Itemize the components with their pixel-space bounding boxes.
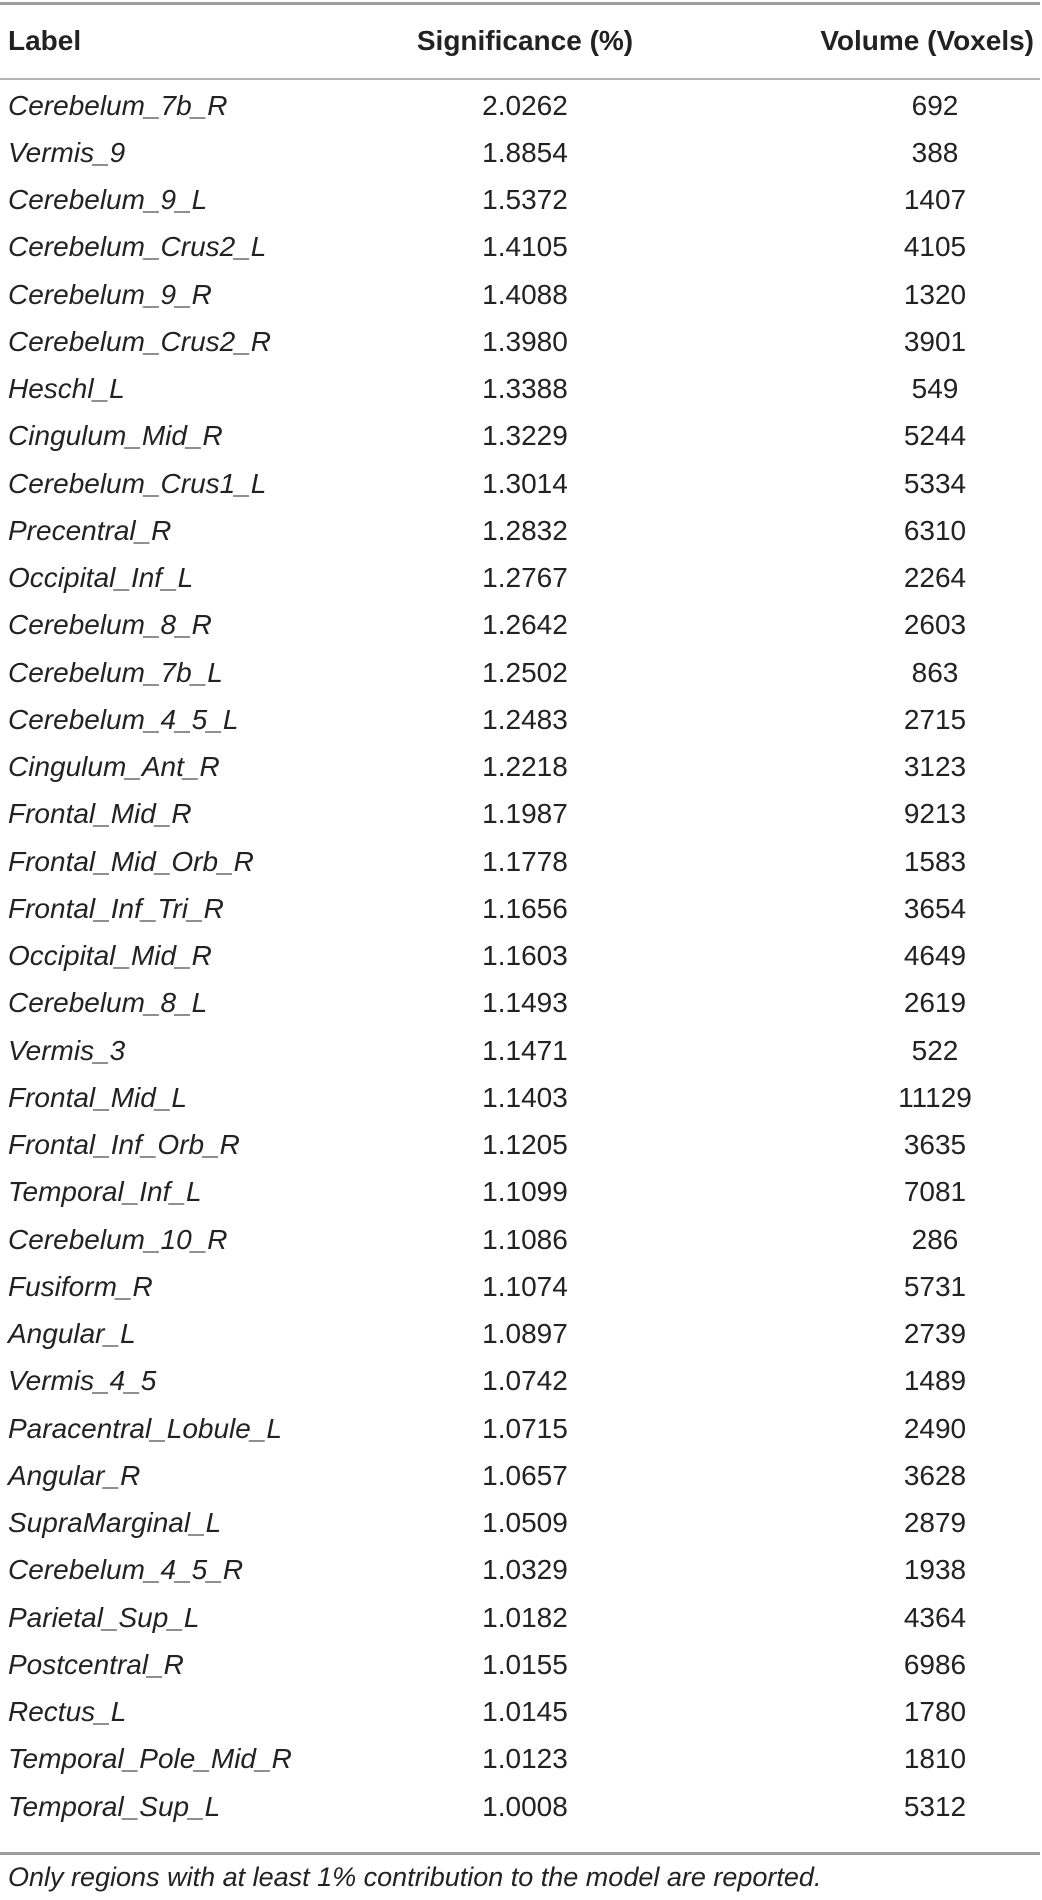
- cell-label: Occipital_Inf_L: [8, 562, 194, 594]
- cell-label: Parietal_Sup_L: [8, 1601, 200, 1633]
- cell-volume: 863: [911, 656, 959, 688]
- cell-significance: 1.0897: [482, 1318, 568, 1350]
- cell-volume: 3123: [903, 751, 967, 783]
- cell-significance: 1.3388: [482, 373, 568, 405]
- table-row: [0, 1594, 1040, 1641]
- cell-significance: 1.2832: [482, 514, 568, 546]
- table-row: [0, 1783, 1040, 1830]
- cell-volume: 1583: [903, 845, 967, 877]
- cell-volume: 3635: [903, 1129, 967, 1161]
- table-row: [0, 1358, 1040, 1405]
- table-row: [0, 649, 1040, 696]
- cell-label: Cerebelum_9_R: [8, 278, 212, 310]
- cell-volume: 692: [911, 89, 959, 121]
- cell-significance: 1.5372: [482, 184, 568, 216]
- table-row: [0, 318, 1040, 365]
- header-volume: Volume (Voxels): [820, 25, 1034, 56]
- cell-volume: 4105: [903, 231, 967, 263]
- cell-significance: 1.1099: [482, 1176, 568, 1208]
- cell-significance: 1.1603: [482, 940, 568, 972]
- cell-significance: 1.1656: [482, 892, 568, 924]
- cell-significance: 1.0182: [482, 1601, 568, 1633]
- cell-label: Paracentral_Lobule_L: [8, 1412, 282, 1444]
- cell-volume: 2715: [903, 703, 967, 735]
- cell-volume: 1320: [903, 278, 967, 310]
- cell-label: Angular_L: [8, 1318, 136, 1350]
- cell-label: Precentral_R: [8, 514, 172, 546]
- table-row: [0, 1547, 1040, 1594]
- table-row: [0, 980, 1040, 1027]
- cell-volume: 9213: [903, 798, 967, 830]
- cell-volume: 4649: [903, 940, 967, 972]
- cell-significance: 1.2218: [482, 751, 568, 783]
- cell-label: Vermis_9: [8, 136, 126, 168]
- table-row: [0, 1689, 1040, 1736]
- table-row: [0, 460, 1040, 507]
- cell-significance: 1.2483: [482, 703, 568, 735]
- cell-label: Angular_R: [8, 1459, 141, 1491]
- table-row: [0, 1263, 1040, 1310]
- table-row: [0, 791, 1040, 838]
- table-row: [0, 1074, 1040, 1121]
- table-footnote: Only regions with at least 1% contribution to the model are reported.: [8, 1862, 822, 1892]
- cell-volume: 1810: [903, 1743, 967, 1775]
- cell-significance: 1.3014: [482, 467, 568, 499]
- cell-label: Cerebelum_8_L: [8, 987, 208, 1019]
- cell-label: Cerebelum_4_5_L: [8, 703, 239, 735]
- table-row: [0, 1216, 1040, 1263]
- cell-volume: 5244: [903, 420, 967, 452]
- cell-significance: 1.2502: [482, 656, 568, 688]
- table-row: [0, 129, 1040, 176]
- table-row: [0, 507, 1040, 554]
- table-row: [0, 177, 1040, 224]
- cell-significance: 1.1205: [482, 1129, 568, 1161]
- cell-significance: 1.0657: [482, 1459, 568, 1491]
- cell-label: Cerebelum_9_L: [8, 184, 208, 216]
- table-row: [0, 366, 1040, 413]
- cell-label: Frontal_Inf_Orb_R: [8, 1129, 240, 1161]
- cell-significance: 1.1778: [482, 845, 568, 877]
- table-row: [0, 1641, 1040, 1688]
- cell-label: Temporal_Inf_L: [8, 1176, 202, 1208]
- cell-significance: 1.0742: [482, 1365, 568, 1397]
- cell-volume: 522: [911, 1034, 959, 1066]
- cell-volume: 6986: [903, 1648, 967, 1680]
- cell-label: Cerebelum_8_R: [8, 609, 212, 641]
- cell-volume: 5731: [903, 1270, 967, 1302]
- cell-label: Vermis_3: [8, 1034, 126, 1066]
- cell-volume: 1938: [903, 1554, 967, 1586]
- cell-label: Cerebelum_Crus2_L: [8, 231, 267, 263]
- region-significance-table: [0, 4, 1040, 1830]
- table-header: [0, 4, 1040, 78]
- cell-volume: 3628: [903, 1459, 967, 1491]
- cell-label: Cerebelum_Crus2_R: [8, 325, 272, 357]
- header-significance: Significance (%): [416, 25, 634, 56]
- cell-volume: 549: [911, 373, 959, 405]
- table-row: [0, 78, 1040, 129]
- cell-label: Occipital_Mid_R: [8, 940, 212, 972]
- cell-volume: 5312: [903, 1790, 967, 1822]
- cell-label: Cerebelum_4_5_R: [8, 1554, 244, 1586]
- cell-significance: 1.2767: [482, 562, 568, 594]
- cell-label: Temporal_Pole_Mid_R: [8, 1743, 292, 1775]
- cell-significance: 1.3229: [482, 420, 568, 452]
- table-row: [0, 1027, 1040, 1074]
- cell-volume: 2264: [903, 562, 967, 594]
- cell-volume: 7081: [903, 1176, 967, 1208]
- cell-significance: 1.4105: [482, 231, 568, 263]
- table-row: [0, 1169, 1040, 1216]
- cell-label: Cerebelum_Crus1_L: [8, 467, 267, 499]
- cell-significance: 1.8854: [482, 136, 568, 168]
- table-body: [0, 78, 1040, 1830]
- cell-significance: 1.1987: [482, 798, 568, 830]
- cell-volume: 2879: [903, 1507, 967, 1539]
- cell-label: Rectus_L: [8, 1696, 127, 1728]
- table-row: [0, 602, 1040, 649]
- cell-volume: 6310: [903, 514, 967, 546]
- cell-label: Temporal_Sup_L: [8, 1790, 221, 1822]
- cell-significance: 1.1086: [482, 1223, 568, 1255]
- cell-volume: 4364: [903, 1601, 967, 1633]
- cell-significance: 1.0155: [482, 1648, 568, 1680]
- cell-label: Frontal_Mid_R: [8, 798, 192, 830]
- cell-volume: 1780: [903, 1696, 967, 1728]
- cell-significance: 1.1471: [482, 1034, 568, 1066]
- cell-volume: 1407: [903, 184, 967, 216]
- table-row: [0, 224, 1040, 271]
- cell-label: Frontal_Mid_Orb_R: [8, 845, 254, 877]
- header-row: [0, 4, 1040, 78]
- cell-label: Fusiform_R: [8, 1270, 153, 1302]
- cell-label: Cingulum_Ant_R: [8, 751, 220, 783]
- cell-volume: 286: [911, 1223, 959, 1255]
- cell-significance: 1.2642: [482, 609, 568, 641]
- cell-volume: 2619: [903, 987, 967, 1019]
- cell-label: Cerebelum_7b_L: [8, 656, 223, 688]
- table-row: [0, 933, 1040, 980]
- header-label: Label: [8, 25, 82, 56]
- cell-significance: 1.4088: [482, 278, 568, 310]
- cell-label: Frontal_Mid_L: [8, 1081, 187, 1113]
- table-row: [0, 696, 1040, 743]
- cell-significance: 1.3980: [482, 325, 568, 357]
- cell-volume: 2490: [903, 1412, 967, 1444]
- cell-label: Heschl_L: [8, 373, 125, 405]
- cell-label: Frontal_Inf_Tri_R: [8, 892, 224, 924]
- cell-volume: 2603: [903, 609, 967, 641]
- cell-volume: 388: [911, 136, 959, 168]
- cell-label: Cerebelum_10_R: [8, 1223, 228, 1255]
- table-row: [0, 271, 1040, 318]
- table-row: [0, 838, 1040, 885]
- cell-volume: 5334: [903, 467, 967, 499]
- cell-label: Cerebelum_7b_R: [8, 89, 228, 121]
- cell-significance: 1.0509: [482, 1507, 568, 1539]
- cell-label: SupraMarginal_L: [8, 1507, 222, 1539]
- table-row: [0, 1736, 1040, 1783]
- cell-significance: 2.0262: [482, 89, 568, 121]
- table-row: [0, 1311, 1040, 1358]
- cell-significance: 1.1493: [482, 987, 568, 1019]
- cell-significance: 1.0329: [482, 1554, 568, 1586]
- table-row: [0, 1122, 1040, 1169]
- table-row: [0, 1452, 1040, 1499]
- cell-significance: 1.0008: [482, 1790, 568, 1822]
- table-bottom-rule: [0, 1852, 1040, 1855]
- table-row: [0, 413, 1040, 460]
- table-row: [0, 1500, 1040, 1547]
- cell-significance: 1.0123: [482, 1743, 568, 1775]
- cell-volume: 2739: [903, 1318, 967, 1350]
- cell-volume: 11129: [898, 1081, 972, 1113]
- cell-significance: 1.1074: [482, 1270, 568, 1302]
- table-row: [0, 555, 1040, 602]
- table-row: [0, 1405, 1040, 1452]
- table-row: [0, 744, 1040, 791]
- cell-label: Postcentral_R: [8, 1648, 184, 1680]
- table-row: [0, 885, 1040, 932]
- cell-volume: 1489: [903, 1365, 967, 1397]
- cell-significance: 1.0145: [482, 1696, 568, 1728]
- cell-volume: 3654: [903, 892, 967, 924]
- cell-significance: 1.1403: [482, 1081, 568, 1113]
- cell-label: Cingulum_Mid_R: [8, 420, 223, 452]
- cell-label: Vermis_4_5: [8, 1365, 157, 1397]
- cell-significance: 1.0715: [482, 1412, 568, 1444]
- cell-volume: 3901: [903, 325, 967, 357]
